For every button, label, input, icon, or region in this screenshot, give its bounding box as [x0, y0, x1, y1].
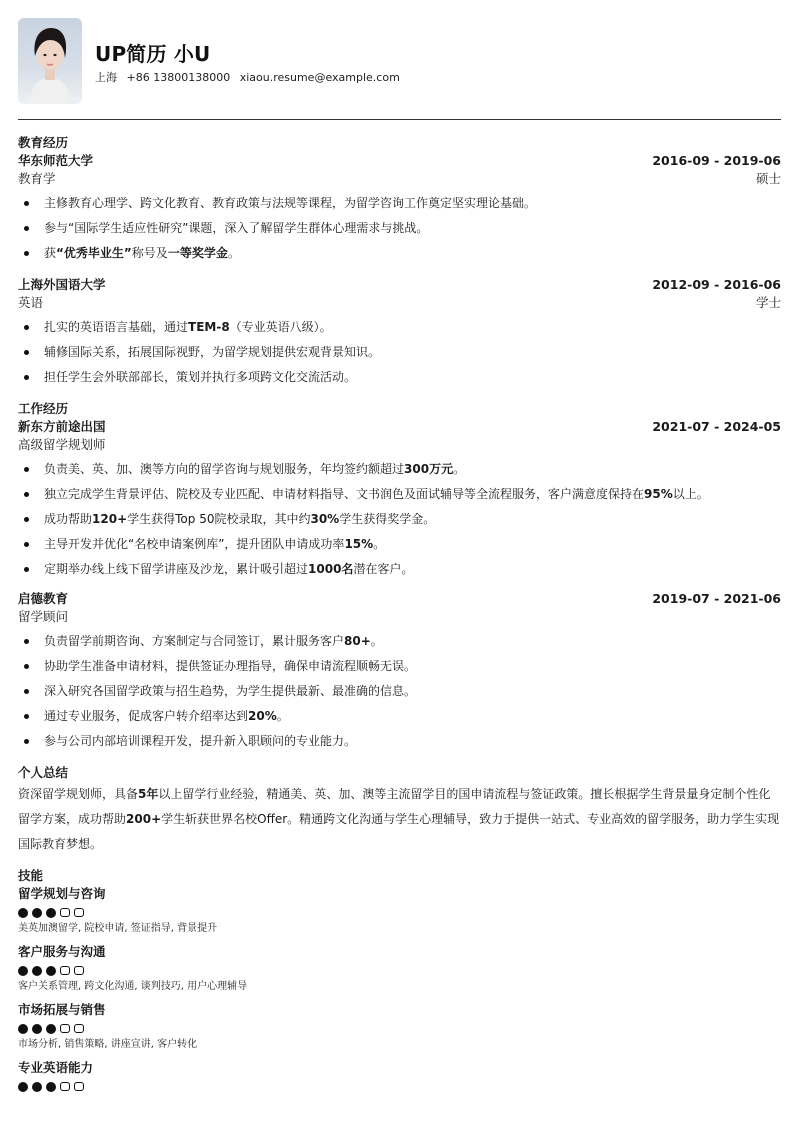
empty-dot-icon	[60, 1082, 70, 1091]
degree: 学士	[755, 295, 781, 310]
work-item	[18, 418, 781, 582]
work-bullets	[18, 457, 781, 582]
company-name: 启德教育	[18, 591, 69, 606]
summary-section	[18, 764, 781, 857]
filled-dot-icon	[18, 908, 28, 918]
filled-dot-icon	[18, 966, 28, 976]
section-title-education: 教育经历	[18, 135, 69, 150]
bullet-item: 参与“国际学生适应性研究”课题，深入了解留学生群体心理需求与挑战。	[18, 216, 781, 241]
section-title-work: 工作经历	[18, 401, 69, 416]
education-section	[18, 134, 781, 390]
work-item	[18, 590, 781, 754]
contact-info	[95, 69, 406, 85]
contact-email[interactable]: xiaou.resume@example.com	[239, 71, 400, 84]
school-name: 上海外国语大学	[18, 277, 106, 292]
bullet-item: 扎实的英语语言基础，通过TEM-8（专业英语八级）。	[18, 315, 781, 340]
skill-level-rating	[18, 1023, 781, 1034]
empty-dot-icon	[60, 1024, 70, 1033]
skill-item	[18, 1001, 781, 1053]
bullet-item: 辅修国际关系，拓展国际视野，为留学规划提供宏观背景知识。	[18, 340, 781, 365]
school-name: 华东师范大学	[18, 153, 94, 168]
skill-level-rating	[18, 907, 781, 918]
education-bullets	[18, 191, 781, 266]
bullet-item: 独立完成学生背景评估、院校及专业匹配、申请材料指导、文书润色及面试辅导等全流程服务，客户满意度保持在95%以上。	[18, 482, 781, 507]
section-title-skills: 技能	[18, 868, 44, 883]
filled-dot-icon	[32, 908, 42, 918]
skill-keywords: 美英加澳留学, 院校申请, 签证指导, 背景提升	[18, 923, 218, 934]
bullet-item: 担任学生会外联部部长，策划并执行多项跨文化交流活动。	[18, 365, 781, 390]
filled-dot-icon	[46, 908, 56, 918]
skill-name: 留学规划与咨询	[18, 886, 106, 901]
empty-dot-icon	[74, 966, 84, 975]
profile-photo	[18, 18, 82, 104]
bullet-item: 成功帮助120+学生获得Top 50院校录取，其中约30%学生获得奖学金。	[18, 507, 781, 532]
education-date: 2012-09 - 2016-06	[652, 277, 781, 292]
filled-dot-icon	[18, 1024, 28, 1034]
bullet-item: 负责美、英、加、澳等方向的留学咨询与规划服务，年均签约额超过300万元。	[18, 457, 781, 482]
degree: 硕士	[755, 171, 781, 186]
bullet-item: 主导开发并优化“名校申请案例库”，提升团队申请成功率15%。	[18, 532, 781, 557]
filled-dot-icon	[46, 966, 56, 976]
skills-section	[18, 867, 781, 1092]
skill-keywords: 市场分析, 销售策略, 讲座宣讲, 客户转化	[18, 1039, 198, 1050]
skill-item	[18, 943, 781, 995]
bullet-item: 获“优秀毕业生”称号及一等奖学金。	[18, 241, 781, 266]
bullet-item: 深入研究各国留学政策与招生趋势，为学生提供最新、最准确的信息。	[18, 679, 781, 704]
bullet-item: 负责留学前期咨询、方案制定与合同签订，累计服务客户80+。	[18, 629, 781, 654]
skill-level-rating	[18, 965, 781, 976]
work-section	[18, 400, 781, 754]
empty-dot-icon	[60, 966, 70, 975]
filled-dot-icon	[46, 1024, 56, 1034]
education-item	[18, 276, 781, 390]
filled-dot-icon	[46, 1082, 56, 1092]
filled-dot-icon	[18, 1082, 28, 1092]
empty-dot-icon	[74, 1082, 84, 1091]
skill-name: 专业英语能力	[18, 1060, 94, 1075]
section-title-summary: 个人总结	[18, 765, 69, 780]
contact-city: 上海	[95, 71, 117, 84]
filled-dot-icon	[32, 1024, 42, 1034]
person-portrait-icon	[18, 18, 82, 104]
education-bullets	[18, 315, 781, 390]
skill-keywords: 客户关系管理, 跨文化沟通, 谈判技巧, 用户心理辅导	[18, 981, 248, 992]
bullet-item: 主修教育心理学、跨文化教育、教育政策与法规等课程，为留学咨询工作奠定坚实理论基础。	[18, 191, 781, 216]
job-title: 高级留学规划师	[18, 437, 106, 452]
header-divider	[18, 119, 781, 120]
skill-level-rating	[18, 1081, 781, 1092]
skill-name: 市场拓展与销售	[18, 1002, 106, 1017]
filled-dot-icon	[32, 966, 42, 976]
resume-header	[18, 0, 781, 120]
education-item	[18, 152, 781, 266]
skill-name: 客户服务与沟通	[18, 944, 106, 959]
skill-item	[18, 1059, 781, 1092]
filled-dot-icon	[32, 1082, 42, 1092]
major: 英语	[18, 295, 44, 310]
bullet-item: 参与公司内部培训课程开发，提升新入职顾问的专业能力。	[18, 729, 781, 754]
bullet-item: 通过专业服务，促成客户转介绍率达到20%。	[18, 704, 781, 729]
empty-dot-icon	[60, 908, 70, 917]
education-date: 2016-09 - 2019-06	[652, 153, 781, 168]
work-date: 2019-07 - 2021-06	[652, 591, 781, 606]
job-title: 留学顾问	[18, 609, 69, 624]
company-name: 新东方前途出国	[18, 419, 106, 434]
empty-dot-icon	[74, 908, 84, 917]
contact-phone[interactable]: +86 13800138000	[126, 71, 231, 84]
candidate-name: UP简历 小U	[95, 42, 211, 66]
major: 教育学	[18, 171, 56, 186]
work-bullets	[18, 629, 781, 754]
bullet-item: 定期举办线上线下留学讲座及沙龙，累计吸引超过1000名潜在客户。	[18, 557, 781, 582]
work-date: 2021-07 - 2024-05	[652, 419, 781, 434]
bullet-item: 协助学生准备申请材料，提供签证办理指导，确保申请流程顺畅无误。	[18, 654, 781, 679]
empty-dot-icon	[74, 1024, 84, 1033]
summary-text: 资深留学规划师，具备5年以上留学行业经验，精通美、英、加、澳等主流留学目的国申请流程与签证政策。擅长根据学生背景量身定制个性化留学方案，成功帮助200+学生斩获世界名校Offer。精通跨文化沟通与学生心理辅导，致力于提供一站式、专业高效的留学服务，助力学生实现国际教育梦想。	[18, 787, 780, 851]
resume-page	[18, 0, 781, 1095]
skill-item	[18, 885, 781, 937]
